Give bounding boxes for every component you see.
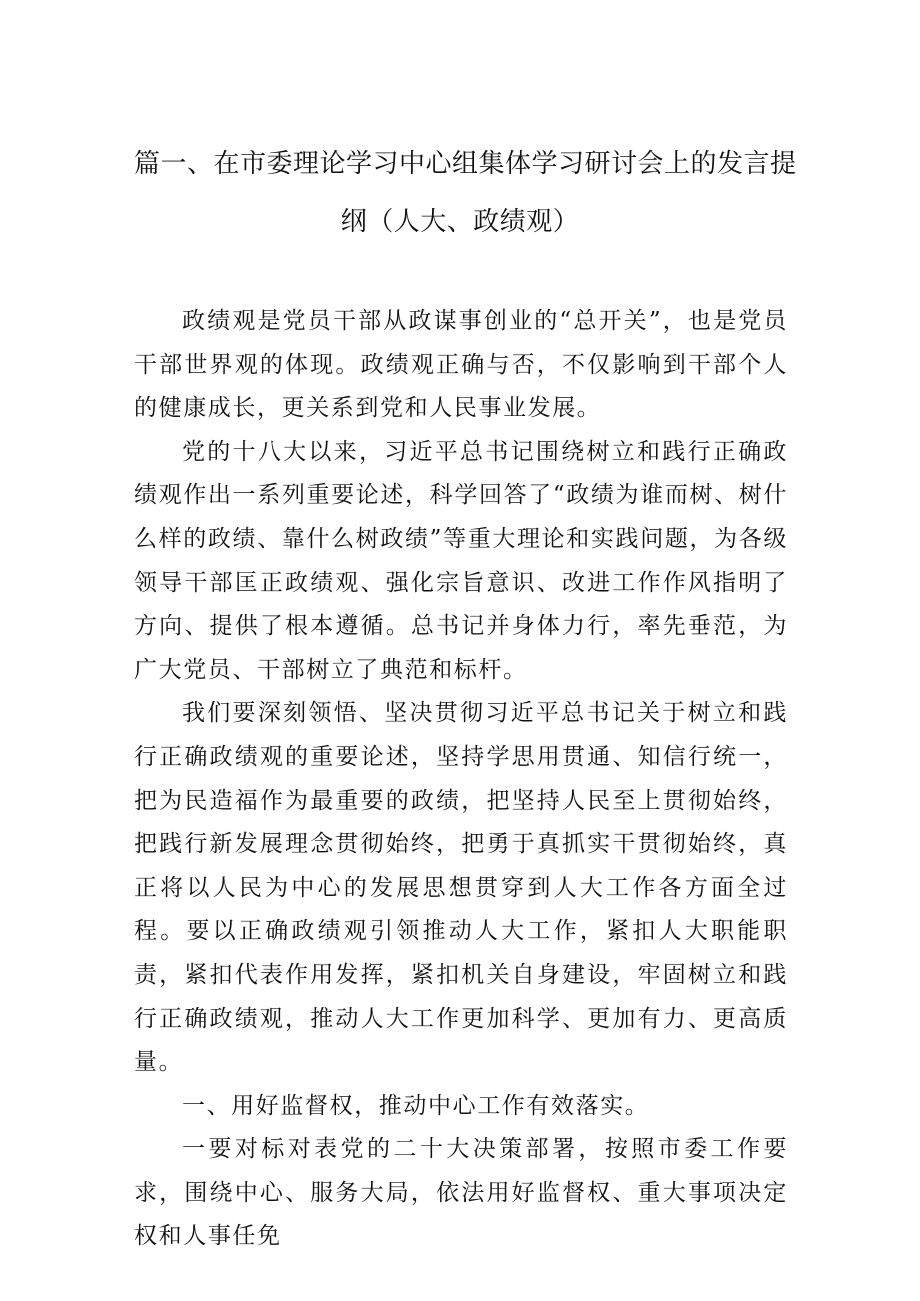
paragraph: 党的十八大以来，习近平总书记围绕树立和践行正确政绩观作出一系列重要论述，科学回答了“政绩为谁而树、树什么样的政绩、靠什么树政绩”等重大理论和实践问题，为各级领导干部匡正政绩观、强化宗旨意识、改进工作作风指明了方向、提供了根本遵循。总书记并身体力行，率先垂范，为广大党员、干部树立了典范和标杆。 bbox=[134, 438, 788, 683]
paragraph: 我们要深刻领悟、坚决贯彻习近平总书记关于树立和践行正确政绩观的重要论述，坚持学思用贯通、知信行统一，把为民造福作为最重要的政绩，把坚持人民至上贯彻始终，把践行新发展理念贯彻始终，把勇于真抓实干贯彻始终，真正将以人民为中心的发展思想贯穿到人大工作各方面全过程。要以正确政绩观引领推动人大工作，紧扣人大职能职责，紧扣代表作用发挥，紧扣机关自身建设，牢固树立和践行正确政绩观，推动人大工作更加科学、更加有力、更高质量。 bbox=[134, 700, 788, 1076]
section-heading: 一、用好监督权，推动中心工作有效落实。 bbox=[182, 1092, 650, 1119]
document-title-line-1: 篇一、在市委理论学习中心组集体学习研讨会上的发言提 bbox=[134, 149, 797, 179]
document-body bbox=[134, 300, 788, 1259]
paragraph: 一要对标对表党的二十大决策部署，按照市委工作要求，围绕中心、服务大局，依法用好监督权、重大事项决定权和人事任免 bbox=[134, 1136, 788, 1250]
document-title-line-2: 纲（人大、政绩观） bbox=[340, 207, 580, 237]
paragraph: 政绩观是党员干部从政谋事创业的“总开关”，也是党员干部世界观的体现。政绩观正确与否，不仅影响到干部个人的健康成长，更关系到党和人民事业发展。 bbox=[134, 308, 788, 422]
